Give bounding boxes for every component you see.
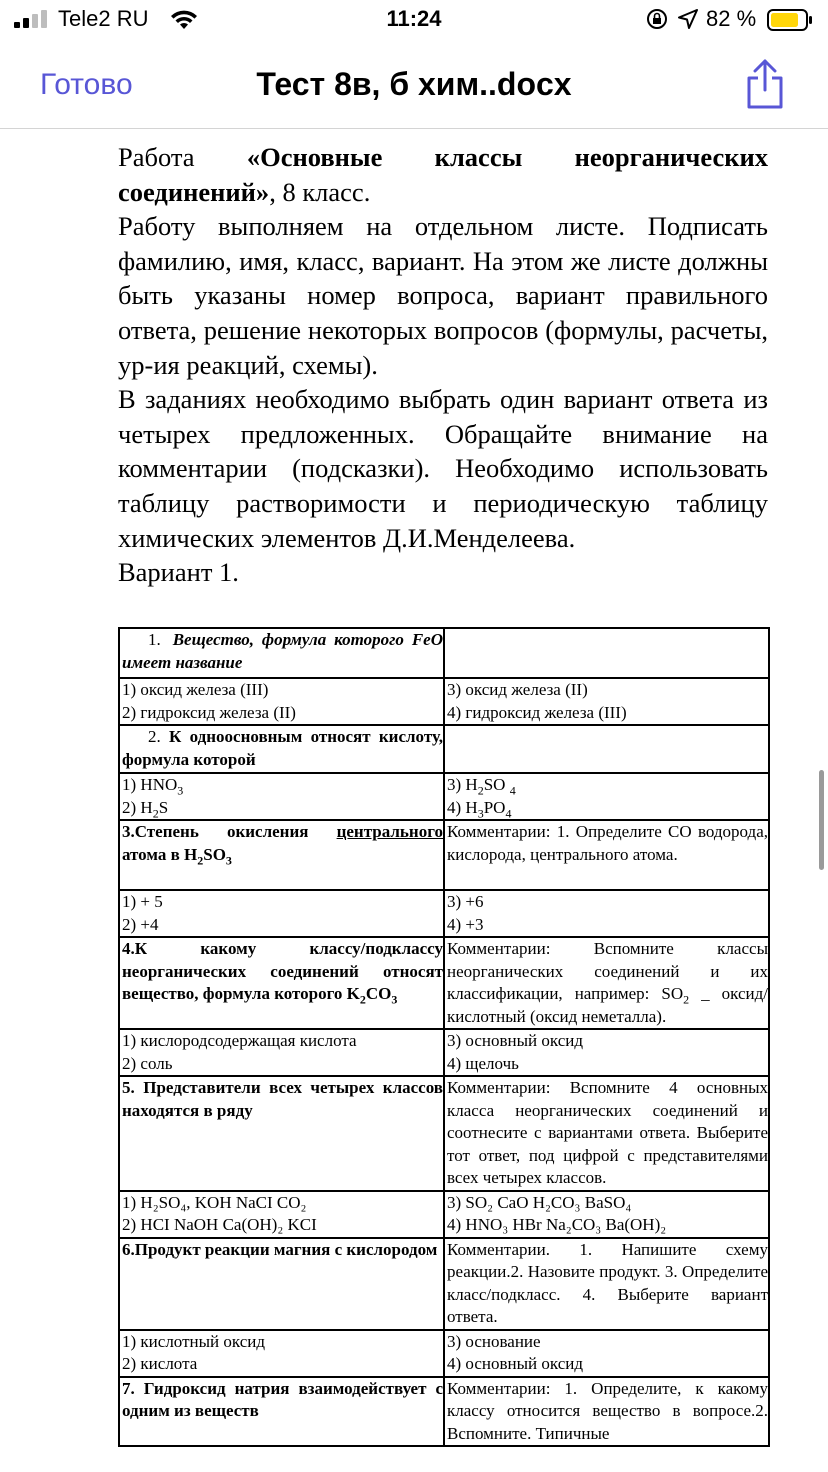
- question-3: 3.Степень окисления центрального атома в $H_2SO_3$: [119, 820, 444, 890]
- answers-right: 3) +6 4) +3: [444, 890, 769, 937]
- answers-left: 1) оксид железа (III) 2) гидроксид железа (II): [119, 678, 444, 725]
- table-row: [119, 890, 769, 937]
- table-row: [119, 1191, 769, 1238]
- table-row: [119, 1076, 769, 1191]
- table-row: [119, 725, 769, 773]
- scroll-indicator[interactable]: [819, 770, 824, 870]
- answers-left: 1) H₂SO₄, KOH NaCI CO₂ 2) HCI NaOH Ca(OH)₂ KCI: [119, 1191, 444, 1238]
- done-button[interactable]: Готово: [40, 68, 133, 101]
- comment-5: Комментарии: Вспомните 4 основных класса неорганических соединений и соотнесите с вариантами ответа. Выберите тот ответ, под цифрой с представителями всех четырех классов.: [444, 1076, 769, 1191]
- table-row: [119, 1377, 769, 1447]
- share-icon[interactable]: [744, 58, 786, 110]
- table-row: [119, 820, 769, 890]
- doc-heading: Работа «Основные классы неорганических соединений», 8 класс.: [118, 142, 768, 207]
- question-5: 5. Представители всех четырех классов находятся в ряду: [119, 1076, 444, 1191]
- answers-right: 3) $H_2SO$ $_4$ 4) $H_3PO_4$: [444, 773, 769, 820]
- table-row: [119, 1238, 769, 1330]
- question-2: 2. К одноосновным относят кислоту, формула которой: [119, 725, 444, 773]
- answers-right: 3) SO₂ CaO H₂CO₃ BaSO₄ 4) HNO₃ HBr Na₂CO₃ Ba(OH)₂: [444, 1191, 769, 1238]
- comment-3: Комментарии: 1. Определите СО водорода, кислорода, центрального атома.: [444, 820, 769, 890]
- answers-left: 1) кислотный оксид 2) кислота: [119, 1330, 444, 1377]
- answers-right: 3) основание 4) основный оксид: [444, 1330, 769, 1377]
- question-1: 1. Вещество, формула которого FeO имеет название: [119, 628, 444, 678]
- status-bar: [0, 0, 828, 44]
- doc-task-notes: В заданиях необходимо выбрать один вариант ответа из четырех предложенных. Обращайте внимание на комментарии (подсказки). Необходимо использовать таблицу растворимости и периодическую таблицу химических элементов Д.И.Менделеева.: [118, 384, 768, 553]
- location-arrow-icon: [678, 9, 698, 29]
- table-row: [119, 1029, 769, 1076]
- document-body: [118, 140, 768, 590]
- battery-icon: [767, 9, 813, 31]
- answers-right: 3) основный оксид 4) щелочь: [444, 1029, 769, 1076]
- answers-left: 1) кислородсодержащая кислота 2) соль: [119, 1029, 444, 1076]
- question-4: 4.К какому классу/подклассу неорганических соединений относят вещество, формула которого $K_2CO_3$: [119, 937, 444, 1029]
- answers-left: 1) $HNO_3$ 2) $H_2S$: [119, 773, 444, 820]
- orientation-lock-icon: [646, 8, 668, 30]
- question-6: 6.Продукт реакции магния с кислородом: [119, 1238, 444, 1330]
- wifi-icon: [170, 8, 198, 30]
- table-row: [119, 628, 769, 678]
- variant-label: Вариант 1.: [118, 557, 239, 588]
- table-row: [119, 1330, 769, 1377]
- navigation-bar: [0, 44, 828, 129]
- clock: 11:24: [386, 6, 442, 31]
- table-row: [119, 678, 769, 725]
- doc-instructions: Работу выполняем на отдельном листе. Подписать фамилию, имя, класс, вариант. На этом же листе должны быть указаны номер вопроса, вариант правильного ответа, решение некоторых вопросов (формулы, расчеты, ур-ия реакций, схемы).: [118, 211, 768, 380]
- question-7: 7. Гидроксид натрия взаимодействует с одним из веществ: [119, 1377, 444, 1447]
- table-row: [119, 773, 769, 820]
- comment-4: Комментарии: Вспомните классы неорганических соединений и их классификации, например: $SO_2$ _ оксид/ кислотный (оксид неметалла).: [444, 937, 769, 1029]
- comment-7: Комментарии: 1. Определите, к какому классу относится вещество в вопросе.2. Вспомните. Типичные: [444, 1377, 769, 1447]
- comment-6: Комментарии. 1. Напишите схему реакции.2. Назовите продукт. 3. Определите класс/подкласс. 4. Выберите вариант ответа.: [444, 1238, 769, 1330]
- battery-percent: 82 %: [706, 6, 757, 31]
- table-row: [119, 937, 769, 1029]
- carrier-name: Tele2 RU: [58, 6, 149, 31]
- cellular-signal-icon: [14, 10, 50, 28]
- questions-table: [118, 627, 770, 1447]
- answers-left: 1) + 5 2) +4: [119, 890, 444, 937]
- document-title: Тест 8в, б хим..docx: [256, 66, 572, 102]
- answers-right: 3) оксид железа (II) 4) гидроксид железа (III): [444, 678, 769, 725]
